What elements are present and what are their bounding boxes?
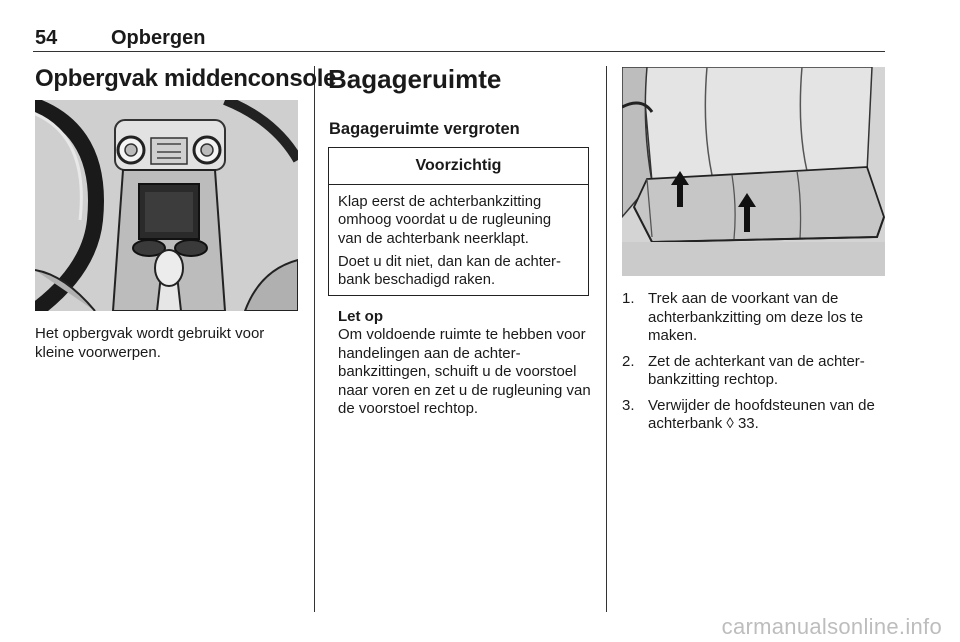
- middle-heading: Bagageruimte: [328, 64, 502, 94]
- note-text: Om voldoende ruimte te hebben voor handelingen aan de achter- bankzittingen, schuift u de voorstoel naar voren en zet u de rugleuning van de voorstoel rechtop.: [338, 326, 591, 417]
- list-item: [622, 353, 892, 390]
- list-item: [622, 290, 892, 346]
- left-heading: Opbergvak middenconsole: [35, 65, 337, 92]
- list-item: [622, 397, 892, 434]
- caution-box: [328, 147, 589, 296]
- watermark: carmanualsonline.info: [721, 614, 942, 639]
- console-illustration: [35, 100, 298, 311]
- steps-list: [622, 290, 892, 441]
- step-number: 2.: [622, 352, 635, 370]
- step-text: Verwijder de hoofdsteunen van de achterbank ◊ 33.: [648, 396, 875, 432]
- left-body-text: Het opbergvak wordt gebruikt voor kleine voorwerpen.: [35, 325, 265, 361]
- step-number: 3.: [622, 396, 635, 414]
- header-rule: [33, 51, 885, 52]
- step-text: Zet de achterkant van de achter- bankzitting rechtop.: [648, 352, 865, 388]
- note-title: Let op: [338, 308, 383, 325]
- step-text: Trek aan de voorkant van de achterbankzitting om deze los te maken.: [648, 290, 864, 344]
- column-divider-left: [314, 66, 315, 612]
- caution-paragraph-2: Doet u dit niet, dan kan de achter- bank beschadigd raken.: [338, 253, 561, 289]
- middle-subheading: Bagageruimte vergroten: [329, 120, 520, 138]
- page-number: 54: [35, 27, 58, 49]
- rear-seat-illustration: [622, 67, 885, 276]
- section-title: Opbergen: [111, 27, 206, 49]
- caution-paragraph-1: Klap eerst de achterbankzitting omhoog voordat u de rugleuning van de achterbank neerklapt.: [338, 194, 552, 247]
- caution-title: Voorzichtig: [329, 148, 588, 185]
- step-number: 1.: [622, 290, 635, 307]
- column-divider-right: [606, 66, 607, 612]
